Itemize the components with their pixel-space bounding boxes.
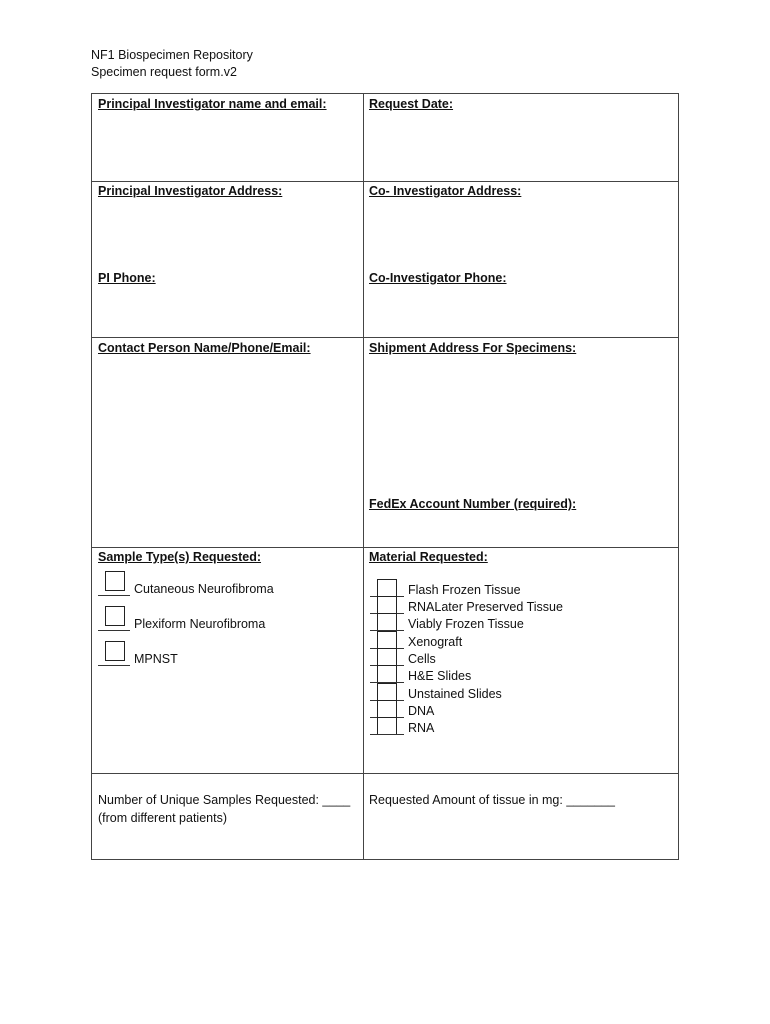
material-requested-label: Material Requested: [369,550,488,564]
checkbox[interactable] [377,717,397,734]
checkbox[interactable] [377,613,397,630]
form-version-title: Specimen request form.v2 [91,65,237,79]
pi-phone-label: PI Phone: [98,271,156,285]
row-divider-1 [92,181,678,182]
document-header [91,47,253,81]
material-option[interactable] [370,701,434,718]
material-option[interactable] [370,718,434,735]
material-label: DNA [408,704,435,718]
checkbox[interactable] [377,596,397,613]
material-label: Cells [408,652,436,666]
material-label: Flash Frozen Tissue [408,583,521,597]
material-option[interactable] [370,632,462,649]
sample-type-option[interactable] [98,642,178,666]
row-divider-3 [92,547,678,548]
material-option[interactable] [370,614,524,631]
shipment-address-label: Shipment Address For Specimens: [369,341,577,355]
checkbox[interactable] [377,665,397,682]
row-divider-2 [92,337,678,338]
co-investigator-phone-label: Co-Investigator Phone: [369,271,507,285]
material-label: RNALater Preserved Tissue [408,600,563,614]
pi-name-email-label: Principal Investigator name and email: [98,97,327,111]
sample-type-label: Cutaneous Neurofibroma [134,582,274,596]
tissue-amount-field[interactable]: Requested Amount of tissue in mg: _______ [369,793,615,807]
unique-samples-note: (from different patients) [98,811,227,825]
material-label: H&E Slides [408,669,472,683]
checkbox[interactable] [377,683,397,700]
sample-type-option[interactable] [98,572,274,596]
material-label: Xenograft [408,635,463,649]
checkbox[interactable] [377,648,397,665]
checkbox[interactable] [377,700,397,717]
checkbox[interactable] [377,579,397,596]
sample-type-label: Plexiform Neurofibroma [134,617,266,631]
sample-type-label: MPNST [134,652,178,666]
material-option[interactable] [370,684,502,701]
fedex-account-label: FedEx Account Number (required): [369,497,577,511]
sample-types-label: Sample Type(s) Requested: [98,550,262,564]
checkbox[interactable] [105,641,125,661]
column-divider [363,94,364,859]
checkbox[interactable] [105,606,125,626]
request-date-label: Request Date: [369,97,454,111]
pi-address-label: Principal Investigator Address: [98,184,283,198]
material-option[interactable] [370,649,436,666]
material-label: Unstained Slides [408,687,502,701]
repository-title: NF1 Biospecimen Repository [91,48,253,62]
sample-type-option[interactable] [98,607,265,631]
co-investigator-address-label: Co- Investigator Address: [369,184,522,198]
unique-samples-field[interactable]: Number of Unique Samples Requested: ____ [98,793,351,807]
material-option[interactable] [370,580,521,597]
material-label: Viably Frozen Tissue [408,617,524,631]
row-divider-4 [92,773,678,774]
request-form-table [91,93,679,860]
checkbox[interactable] [377,631,397,648]
contact-person-label: Contact Person Name/Phone/Email: [98,341,311,355]
material-option[interactable] [370,666,471,683]
material-label: RNA [408,721,435,735]
checkbox[interactable] [105,571,125,591]
material-option[interactable] [370,597,563,614]
